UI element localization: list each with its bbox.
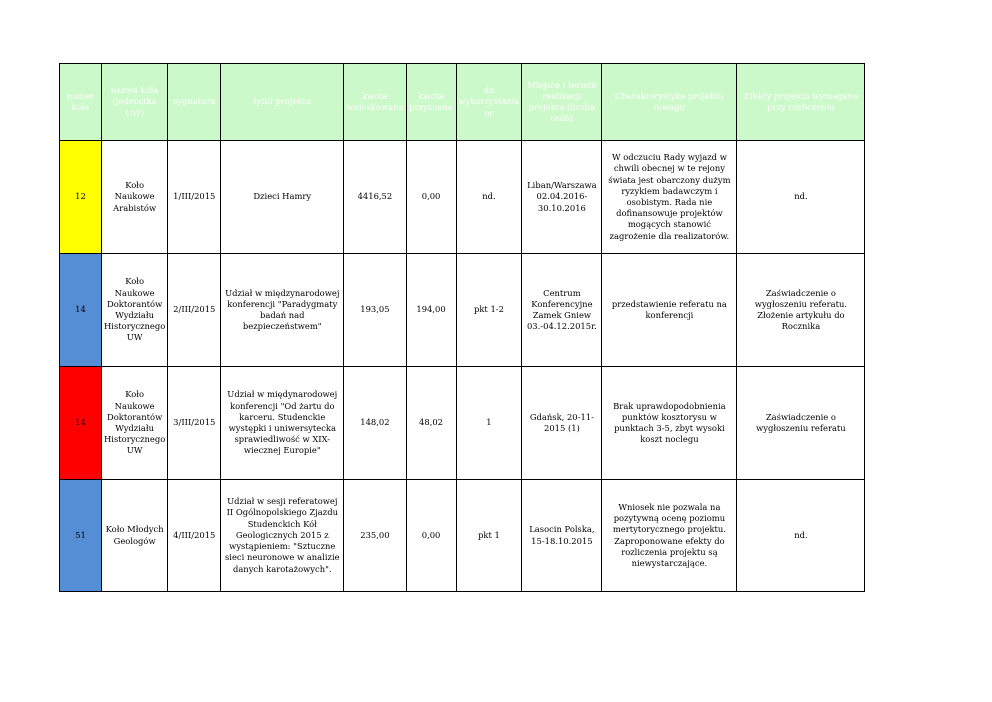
table-row: [60, 367, 865, 480]
place-date-cell: Gdańsk, 20-11-2015 (1): [522, 367, 602, 480]
item-number-cell: 1: [456, 367, 522, 480]
item-number-cell: pkt 1-2: [456, 254, 522, 367]
characteristics-cell: przedstawienie referatu na konferencji: [602, 254, 737, 367]
club-name-cell: Koło Naukowe Doktorantów Wydziału Historycznego UW: [102, 254, 168, 367]
project-title-cell: Udział w międzynarodowej konferencji "Paradygmaty badań nad bezpieczeństwem": [221, 254, 344, 367]
header-tytul: tytuł projektu: [221, 64, 344, 141]
requested-amount-cell: 235,00: [344, 480, 406, 592]
effects-cell: nd.: [737, 480, 865, 592]
header-nazwa: nazwa koła (jednostka UW): [102, 64, 168, 141]
place-date-cell: Liban/Warszawa 02.04.2016-30.10.2016: [522, 141, 602, 254]
requested-amount-cell: 4416,52: [344, 141, 406, 254]
row-number-cell: 14: [60, 367, 102, 480]
effects-cell: nd.: [737, 141, 865, 254]
requested-amount-cell: 148,02: [344, 367, 406, 480]
club-name-cell: Koło Naukowe Doktorantów Wydziału Historycznego UW: [102, 367, 168, 480]
signature-cell: 4/III/2015: [168, 480, 221, 592]
header-kwota-przyznana: kwota przyznana: [406, 64, 456, 141]
project-title-cell: Udział w międynarodowej konferencji "Od żartu do karceru. Studenckie występki i uniwersytecka sprawiedliwość w XIX-wiecznej Europie": [221, 367, 344, 480]
club-name-cell: Koło Naukowe Arabistów: [102, 141, 168, 254]
granted-amount-cell: 48,02: [406, 367, 456, 480]
header-numer: numer koła: [60, 64, 102, 141]
project-title-cell: Udział w sesji referatowej II Ogólnopolskiego Zjazdu Studenckich Kół Geologicznych 2015 z wystąpieniem: "Sztuczne sieci neuronowe w analizie danych karotażowych".: [221, 480, 344, 592]
project-title-cell: Dzieci Hamry: [221, 141, 344, 254]
effects-cell: Zaświadczenie o wygłoszeniu referatu. Złożenie artykułu do Rocznika: [737, 254, 865, 367]
header-nr: do wykorzystania nr: [456, 64, 522, 141]
header-sygnatura: sygnatura: [168, 64, 221, 141]
item-number-cell: pkt 1: [456, 480, 522, 592]
requested-amount-cell: 193,05: [344, 254, 406, 367]
characteristics-cell: W odczuciu Rady wyjazd w chwili obecnej w te rejony świata jest obarczony dużym ryzykiem badawczym i osobistym. Rada nie dofinansowuje projektów mogących stanowić zagrożenie dla realizatorów.: [602, 141, 737, 254]
grants-table: [59, 63, 865, 592]
item-number-cell: nd.: [456, 141, 522, 254]
characteristics-cell: Brak uprawdopodobnienia punktów kosztorysu w punktach 3-5, zbyt wysoki koszt noclegu: [602, 367, 737, 480]
header-charakterystyka: Charakterystyka projektu /uwagi/: [602, 64, 737, 141]
row-number-cell: 12: [60, 141, 102, 254]
header-row: [60, 64, 865, 141]
header-miejsce: Miejsce i termin realizacji projektu (liczba osób): [522, 64, 602, 141]
row-number-cell: 14: [60, 254, 102, 367]
header-kwota-wnioskowana: kwota wnioskowana: [344, 64, 406, 141]
table-row: [60, 254, 865, 367]
signature-cell: 2/III/2015: [168, 254, 221, 367]
club-name-cell: Koło Młodych Geologów: [102, 480, 168, 592]
effects-cell: Zaświadczenie o wygłoszeniu referatu: [737, 367, 865, 480]
characteristics-cell: Wniosek nie pozwala na pozytywną ocenę poziomu mertytorycznego projektu. Zaproponowane efekty do rozliczenia projektu są niewystarczające.: [602, 480, 737, 592]
granted-amount-cell: 0,00: [406, 480, 456, 592]
table-row: [60, 480, 865, 592]
header-efekty: Efekty projektu wymagane przy rozliczeniu: [737, 64, 865, 141]
granted-amount-cell: 194,00: [406, 254, 456, 367]
signature-cell: 3/III/2015: [168, 367, 221, 480]
row-number-cell: 51: [60, 480, 102, 592]
place-date-cell: Lasocin Polska, 15-18.10.2015: [522, 480, 602, 592]
place-date-cell: Centrum Konferencyjne Zamek Gniew 03.-04.12.2015r.: [522, 254, 602, 367]
table-row: [60, 141, 865, 254]
signature-cell: 1/III/2015: [168, 141, 221, 254]
granted-amount-cell: 0,00: [406, 141, 456, 254]
